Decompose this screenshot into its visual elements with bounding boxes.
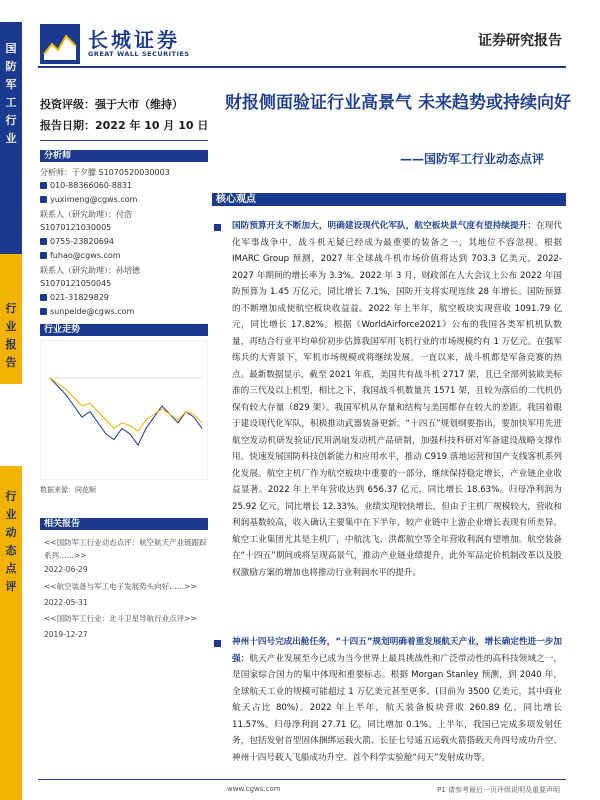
investment-rating: 投资评级：强于大市（维持） [40,98,183,111]
paragraph-aerospace [232,634,562,766]
related-report-1-date: 2022-06-29 [44,565,88,574]
license-2: S1070121030005 [40,223,112,232]
contact-2-email[interactable]: sunpeide@cgws.com [50,307,135,316]
license-3: S1070121050045 [40,279,112,288]
phone-icon [40,182,47,189]
core-view-tag [212,193,566,206]
brand-name-en: GREAT WALL SECURITIES [88,50,190,58]
industry-trend-chart [40,340,208,480]
analyst-email[interactable]: yuximeng@cgws.com [50,195,138,204]
email-icon [40,308,47,315]
chart-source-note: 数据来源：同花顺 [40,486,96,494]
related-report-2-date: 2022-05-31 [44,598,88,607]
report-date: 报告日期：2022 年 10 月 10 日 [40,119,209,132]
paragraph-2-body: 航天产业发展至今已成为当今世界上最具挑战性和广泛带动性的高科技领域之一，是国家综合国力的集中体现和重要标志。根据 Morgan Stanley 预测，到 2040 年，全球航天工业的规模可能超过 1 万亿美元甚至更多。(目前为 3500 亿美元，其中商业航天占比 80%)。2022 年上半年，航天装备板块营收 260.89 亿，同比增长 11.57%。归母净利润 27.71 亿，同比增加 0.1%。上半年，我国已完成多项发射任务，包括发射首型固体捆绑运载火箭、长征七号遥五运载火箭搭载天舟四号成功升空、神州十四号载人飞船成功升空、首个科学实验舱“问天”发射成功等。 [232,653,562,763]
trend-section-tag: 行业走势 [40,324,208,336]
footer-disclaimer: P1 请参考最后一页评级说明及重要声明 [437,786,560,794]
great-wall-logo-icon [40,24,80,64]
phone-icon [40,238,47,245]
related-section-tag: 相关报告 [40,518,208,530]
analyst-phone: 010-88366060-8831 [50,181,133,190]
side-band-label-1: 国防军工行业 [5,42,17,145]
related-report-2-title[interactable]: <<航空装备与军工电子发展势头向好……>> [44,582,197,591]
footer-divider [38,779,566,780]
paragraph-2-heading: 神州十四号完成出舱任务，“十四五”规划明确着重发展航天产业，增长确定性进一步加强： [232,637,562,664]
report-subtitle: ——国防军工行业动态点评 [400,152,545,166]
footer-site[interactable]: www.cgws.com [227,785,281,793]
document-type: 证券研究报告 [478,33,562,49]
side-band-label-2: 行业报告 [5,302,17,369]
analyst-phone-row [40,181,132,190]
header-divider [38,66,566,68]
related-report-3-title[interactable]: <<国防军工行业：北斗卫星导航行业点评>> [44,614,197,623]
contact-2-email-row [40,307,134,316]
bullet-icon [214,640,221,647]
side-band-label-3: 行业动态点评 [5,490,17,593]
report-title: 财报侧面验证行业高景气 未来趋势或持续向好 [225,93,571,113]
paragraph-1-body: 在现代化军事战争中，战斗机无疑已经成为最重要的装备之一，其地位不容忽视。根据 IMARC Group 预测，2027 年全球战斗机市场价值将达到 703.3 亿美元，2022-2027 年期间的增长率为 3.3%。2022 年 3 月，财政部在人大会议上公布 2022 年国防预算为 1.45 万亿元，同比增长 7.1%，国防开支将实现连续 28 年增长。国防预算的不断增加成使航空板块收益益。2022 年上半年，航空板块实现营收 1091.79 亿元，同比增长 17.82%。根据《WorldAirforce2021》公布的我国各类军机机队数量，再结合行业平均单价初步估算我国军用飞机行业的市场规模约有 1 万亿元。在强军练兵的大背景下，军机市场规模或将继续发展。一直以来，战斗机都是军备竞赛的热点。最新数据显示，截至 2021 年底，美国共有战斗机 2717 架，且已全部列装欧美标准的三代及以上机型，相比之下，我国战斗机数量共 1571 架，且较为落后的二代机仍保有较大存量（829 架）。我国军机从存量和结构与美国都存在较大的差距。我国着眼于建设现代化军队，积极推动武器装备更新。“十四五”规划纲要指出，要加快军用先进航空发动机研发验证/民用涡扇发动机产品研制，加强科技科研对军备建设战略支撑作用。快速发展国防科技创新能力和应用水平，推动 C919 落地运营和国产支线客机系列化发展。航空主机厂作为航空板块中重要的一部分，继续保持稳定增长，产业链企业收益显著。2022 年上半年营收达到 656.37 亿元，同比增长 18.63%。归母净利润为 25.92 亿元，同比增长 12.33%。业绩实现较快增长，但由于主机厂规模较大，营收和利润基数较高，收入确认主要集中在下半年，较产业链中上游企业增长表现有所差异。航空工业集团尤其是主机厂，中航沈飞、洪都航空等全年营收利润有望增加。航空装备在“十四五”期间或将呈现高景气，推动产业链业绩提升，此外军品定价机制改革以及股权激励方案的增加也将推动行业利润水平的提升。 [232,221,562,578]
brand-logo [40,24,200,64]
core-view-label: 核心观点 [216,194,256,205]
brand-name-cn: 长城证券 [88,28,180,52]
contact-2: 联系人（研究助理）：孙培德 [40,266,140,275]
related-report-1-title[interactable]: <<国防军工行业动态点评：航空航天产业链跟踪系列……>> [44,538,207,560]
contact-1-email[interactable]: fuhao@cgws.com [50,251,121,260]
analyst-name: 分析师：于夕朦 S1070520030003 [40,168,170,177]
contact-1: 联系人（研究助理）：付浩 [40,210,132,219]
paragraph-1-heading: 国防预算开支不断加大，明确建设现代化军队，航空板块景气度有望持续提升： [232,221,537,231]
analyst-email-row [40,195,137,204]
contact-1-phone: 0755-23820694 [50,237,114,246]
contact-2-phone-row [40,293,109,302]
bullet-icon [214,224,221,231]
email-icon [40,196,47,203]
paragraph-defense-budget [232,218,562,581]
contact-1-phone-row [40,237,114,246]
analyst-section-tag: 分析师 [40,150,208,162]
related-report-3-date: 2019-12-27 [44,630,88,639]
email-icon [40,252,47,259]
contact-1-email-row [40,251,121,260]
phone-icon [40,294,47,301]
info-divider [40,140,208,141]
contact-2-phone: 021-31829829 [50,293,109,302]
